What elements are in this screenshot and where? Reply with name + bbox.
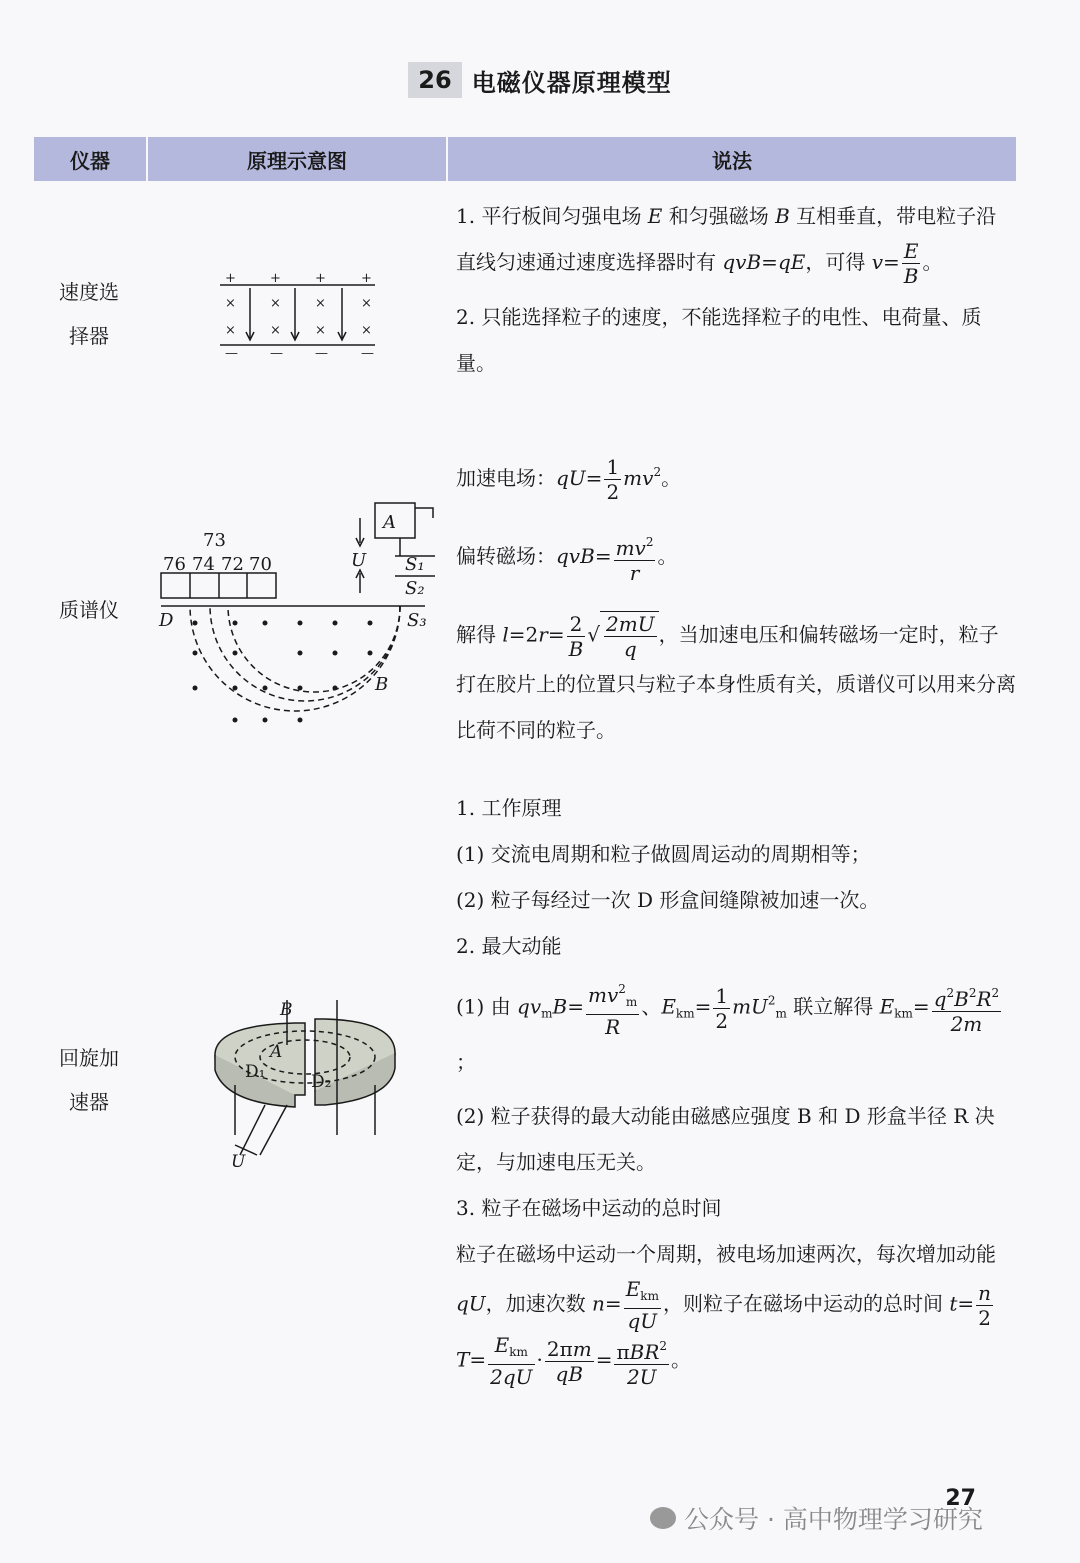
svg-text:—: — (270, 346, 283, 360)
velocity-selector-diagram (215, 270, 385, 360)
svg-text:—: — (315, 346, 328, 360)
svg-text:70: 70 (249, 554, 272, 575)
wechat-icon (650, 1507, 676, 1529)
svg-text:×: × (270, 323, 281, 338)
row-label-velocity: 速度选 择器 (59, 280, 119, 348)
svg-text:U: U (231, 1152, 246, 1172)
svg-text:—: — (225, 346, 238, 360)
svg-text:+: + (315, 271, 326, 286)
velocity-description: 1. 平行板间匀强电场 E 和匀强磁场 B 互相垂直，带电粒子沿直线匀速通过速度选择器时有 qvB=qE，可得 v= $\frac{E}{B}$ 。 2. 只能选择粒子的速度，不能选择粒子的电性、电荷量、质量。 (456, 204, 997, 375)
svg-text:S₁: S₁ (405, 554, 425, 575)
header-description: 说法 (712, 148, 752, 173)
svg-text:×: × (315, 296, 326, 311)
svg-text:72: 72 (221, 554, 244, 575)
svg-text:—: — (361, 346, 374, 360)
cyclotron-diagram (195, 995, 410, 1175)
cyclotron-description: 1. 工作原理 (1) 交流电周期和粒子做圆周运动的周期相等； (2) 粒子每经过一次 D 形盒间缝隙被加速一次。 2. 最大动能 (1) 由 $qv_mB=$ $\frac{mv^2_m}{R}$ 、$E_{km}=$ $\frac{1}{2}$ $mU^2_m$ 联立解得 $E_{km}=$ $\frac{q^2B^2R^2}{2m}$ ； (2) 粒子获得的最大动能由磁感应强度 B 和 D 形盒半径 R 决定，与加速电压无关。 3. 粒子在磁场中运动的总时间 粒子在磁场中运动一个周期，被电场加速两次，每次增加动能 qU，加速次数 n= $\frac{E_{km}}{qU}$ ，则粒子在磁场中运动的总时间 t= $\frac{n}{2}$ T= $\frac{E_{km}}{2qU}$ · $\frac{2\pi m}{qB}$ = $\frac{\pi BR^2}{2U}$ 。 (456, 796, 1000, 1389)
svg-text:S₃: S₃ (407, 610, 427, 631)
svg-text:×: × (270, 296, 281, 311)
title-number: 26 (408, 62, 461, 98)
svg-text:B: B (375, 674, 389, 695)
svg-text:B: B (280, 1000, 293, 1020)
svg-text:+: + (270, 271, 281, 286)
svg-text:×: × (225, 296, 236, 311)
page-number: 27 (945, 1486, 976, 1511)
svg-text:D: D (159, 610, 174, 631)
svg-text:73: 73 (203, 530, 226, 551)
svg-text:+: + (361, 271, 372, 286)
svg-text:+: + (225, 271, 236, 286)
page-title (0, 62, 1080, 98)
row-label-cyclotron: 回旋加 速器 (59, 1046, 119, 1114)
svg-text:D₁: D₁ (245, 1062, 266, 1082)
svg-text:74: 74 (192, 554, 215, 575)
title-text: 电磁仪器原理模型 (471, 68, 672, 97)
svg-text:U: U (351, 550, 367, 571)
svg-text:×: × (225, 323, 236, 338)
svg-text:A: A (383, 512, 396, 533)
header-instrument: 仪器 (34, 137, 148, 181)
watermark: 公众号 · 高中物理学习研究 (650, 1500, 983, 1536)
svg-text:×: × (361, 296, 372, 311)
svg-text:S₂: S₂ (405, 578, 425, 599)
svg-text:A: A (270, 1042, 283, 1062)
mass-spectrometer-description: 加速电场：qU= $\frac{1}{2}$ $mv^2$。 偏转磁场：qvB= $\frac{mv^2}{r}$ 。 解得 l=2r= $\frac{2}{B}$ √ $\frac{2mU}{q}$ ，当加速电压和偏转磁场一定时，粒子打在胶片上的位置只与粒子本身性质有关，质谱仪可以用来分离比荷不同的粒子。 (456, 455, 1016, 742)
row-label-mass-spectrometer: 质谱仪 (59, 598, 119, 622)
svg-text:76: 76 (163, 554, 186, 575)
header-diagram: 原理示意图 (148, 137, 448, 181)
svg-text:D₂: D₂ (311, 1072, 332, 1092)
table-header (34, 137, 1016, 181)
svg-text:×: × (315, 323, 326, 338)
mass-spectrometer-diagram (155, 498, 445, 730)
svg-text:×: × (361, 323, 372, 338)
